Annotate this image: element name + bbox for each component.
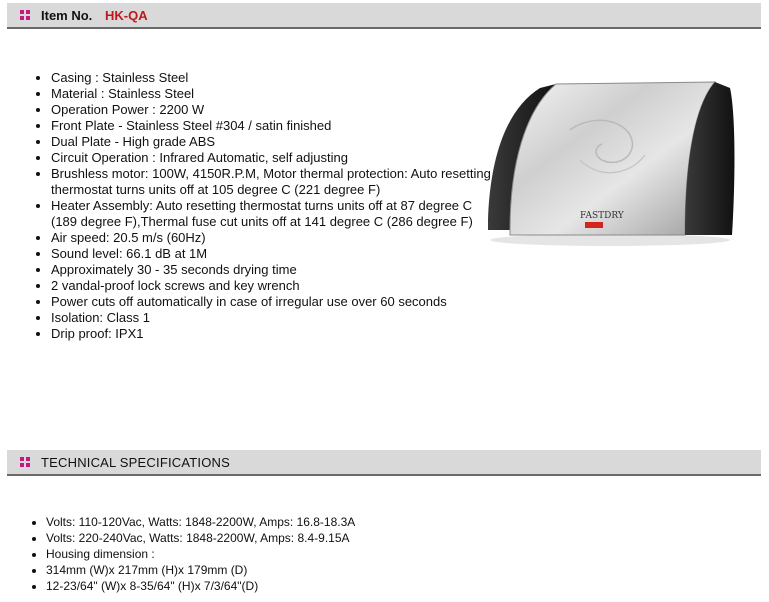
list-item: • Circuit Operation : Infrared Automatic, self adjusting xyxy=(51,150,491,166)
list-item: • Sound level: 66.1 dB at 1M xyxy=(51,246,491,262)
item-header-bar xyxy=(7,3,761,29)
grid-bullet-icon xyxy=(20,10,31,21)
list-item: • Dual Plate - High grade ABS xyxy=(51,134,491,150)
item-number: HK-QA xyxy=(105,8,148,23)
brand-logo-text: FASTDRY xyxy=(580,211,624,221)
list-item: • 314mm (W)x 217mm (H)x 179mm (D) xyxy=(46,562,606,578)
tech-spec-title: TECHNICAL SPECIFICATIONS xyxy=(41,455,230,470)
list-item: • Front Plate - Stainless Steel #304 / satin finished xyxy=(51,118,491,134)
spec-list xyxy=(8,514,606,594)
list-item: • Drip proof: IPX1 xyxy=(51,326,491,342)
list-item: • Power cuts off automatically in case of irregular use over 60 seconds xyxy=(51,294,491,310)
hand-dryer-icon xyxy=(480,70,740,250)
list-item: • Brushless motor: 100W, 4150R.P.M, Motor thermal protection: Auto resetting thermostat turns units off at 105 degree C (221 degree F) xyxy=(51,166,491,198)
list-item: • Isolation: Class 1 xyxy=(51,310,491,326)
list-item: • Housing dimension : xyxy=(46,546,606,562)
item-label: Item No. xyxy=(41,8,93,23)
feature-list xyxy=(14,70,491,342)
list-item: • Volts: 110-120Vac, Watts: 1848-2200W, Amps: 16.8-18.3A xyxy=(46,514,606,530)
grid-bullet-icon xyxy=(20,457,31,468)
list-item: • Material : Stainless Steel xyxy=(51,86,491,102)
list-item: • 2 vandal-proof lock screws and key wrench xyxy=(51,278,491,294)
list-item: • Air speed: 20.5 m/s (60Hz) xyxy=(51,230,491,246)
technical-specifications-bar xyxy=(7,450,761,476)
list-item: • Approximately 30 - 35 seconds drying time xyxy=(51,262,491,278)
list-item: • Casing : Stainless Steel xyxy=(51,70,491,86)
list-item: • Volts: 220-240Vac, Watts: 1848-2200W, Amps: 8.4-9.15A xyxy=(46,530,606,546)
list-item: • Operation Power : 2200 W xyxy=(51,102,491,118)
list-item: • Heater Assembly: Auto resetting thermostat turns units off at 87 degree C (189 degree F),Thermal fuse cut units off at 141 degree C (286 degree F) xyxy=(51,198,491,230)
list-item: • 12-23/64" (W)x 8-35/64" (H)x 7/3/64"(D) xyxy=(46,578,606,594)
